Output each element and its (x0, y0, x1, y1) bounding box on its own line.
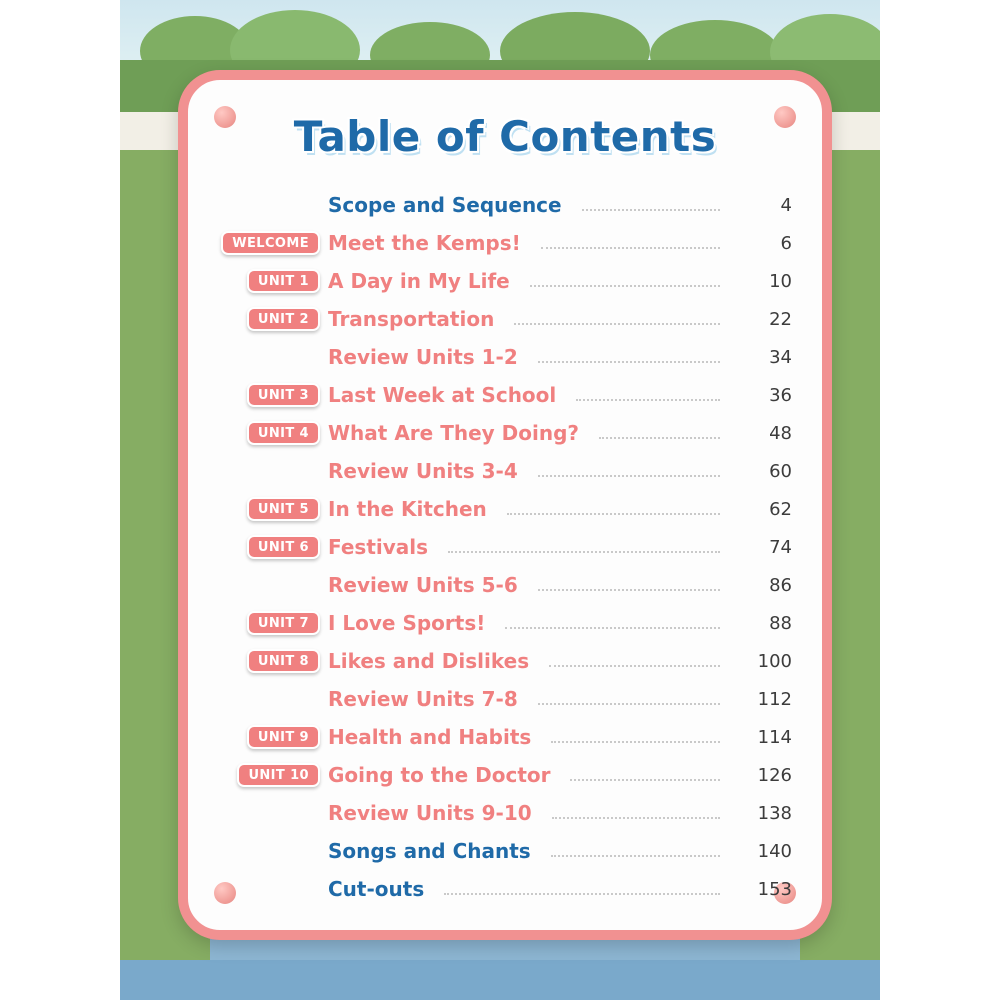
toc-badge-cell (218, 231, 328, 255)
toc-page-number: 36 (769, 384, 792, 406)
court-foreground (120, 960, 880, 1000)
toc-entry-title[interactable]: Review Units 3-4 (328, 459, 518, 483)
toc-entry-row[interactable] (218, 490, 792, 528)
dot-leader (570, 778, 720, 781)
toc-entry-title[interactable]: Cut-outs (328, 877, 425, 901)
toc-page-number: 60 (769, 460, 792, 482)
toc-entry-title[interactable]: Review Units 5-6 (328, 573, 518, 597)
toc-entry-row[interactable] (218, 376, 792, 414)
toc-entry-row[interactable] (218, 718, 792, 756)
toc-page-number: 138 (757, 802, 792, 824)
toc-page-number: 22 (769, 308, 792, 330)
toc-entry-row[interactable] (218, 338, 792, 376)
toc-entry-row[interactable] (218, 528, 792, 566)
unit-badge: UNIT 2 (247, 307, 320, 331)
toc-page-number: 114 (757, 726, 792, 748)
toc-entry-row[interactable] (218, 680, 792, 718)
toc-page-number: 6 (780, 232, 792, 254)
dot-leader (552, 816, 720, 819)
toc-badge-cell (218, 649, 328, 673)
toc-entry-row[interactable] (218, 794, 792, 832)
toc-page-number: 62 (769, 498, 792, 520)
contents-card (178, 70, 832, 940)
toc-entry-row[interactable] (218, 832, 792, 870)
unit-badge: UNIT 6 (247, 535, 320, 559)
toc-entry-row[interactable] (218, 756, 792, 794)
toc-badge-cell (218, 763, 328, 787)
toc-page-number: 34 (769, 346, 792, 368)
dot-leader (505, 626, 720, 629)
toc-page-number: 100 (757, 650, 792, 672)
dot-leader (551, 740, 720, 743)
toc-page-number: 74 (769, 536, 792, 558)
page-title: Table of Contents (293, 112, 717, 161)
toc-entry-title[interactable]: Last Week at School (328, 383, 557, 407)
toc-entry-title[interactable]: Review Units 1-2 (328, 345, 518, 369)
toc-page-number: 86 (769, 574, 792, 596)
dot-leader (551, 854, 720, 857)
dot-leader (549, 664, 720, 667)
dot-leader (538, 474, 720, 477)
toc-entry-title[interactable]: What Are They Doing? (328, 421, 579, 445)
toc-entry-title[interactable]: Festivals (328, 535, 429, 559)
toc-badge-cell (218, 497, 328, 521)
toc-entry-title[interactable]: In the Kitchen (328, 497, 487, 521)
toc-entry-title[interactable]: I Love Sports! (328, 611, 486, 635)
toc-entry-row[interactable] (218, 414, 792, 452)
unit-badge: UNIT 9 (247, 725, 320, 749)
unit-badge: UNIT 8 (247, 649, 320, 673)
toc-entry-row[interactable] (218, 604, 792, 642)
dot-leader (538, 588, 720, 591)
toc-page-number: 88 (769, 612, 792, 634)
toc-page-number: 4 (780, 194, 792, 216)
dot-leader (507, 512, 720, 515)
toc-entry-title[interactable]: A Day in My Life (328, 269, 510, 293)
toc-page-number: 48 (769, 422, 792, 444)
toc-entry-row[interactable] (218, 186, 792, 224)
table-of-contents-list (218, 186, 792, 908)
toc-entry-row[interactable] (218, 262, 792, 300)
toc-page-number: 153 (757, 878, 792, 900)
toc-entry-title[interactable]: Transportation (328, 307, 495, 331)
toc-entry-title[interactable]: Meet the Kemps! (328, 231, 521, 255)
dot-leader (599, 436, 720, 439)
dot-leader (538, 702, 720, 705)
toc-badge-cell (218, 535, 328, 559)
toc-page-number: 140 (757, 840, 792, 862)
toc-entry-row[interactable] (218, 300, 792, 338)
toc-entry-title[interactable]: Review Units 7-8 (328, 687, 518, 711)
toc-entry-row[interactable] (218, 642, 792, 680)
toc-entry-title[interactable]: Health and Habits (328, 725, 532, 749)
dot-leader (530, 284, 720, 287)
toc-entry-row[interactable] (218, 452, 792, 490)
dot-leader (576, 398, 720, 401)
toc-entry-title[interactable]: Review Units 9-10 (328, 801, 532, 825)
unit-badge: UNIT 5 (247, 497, 320, 521)
unit-badge: UNIT 1 (247, 269, 320, 293)
toc-entry-row[interactable] (218, 870, 792, 908)
dot-leader (514, 322, 720, 325)
dot-leader (448, 550, 720, 553)
toc-page-number: 10 (769, 270, 792, 292)
dot-leader (541, 246, 720, 249)
toc-badge-cell (218, 421, 328, 445)
dot-leader (444, 892, 720, 895)
unit-badge: WELCOME (221, 231, 320, 255)
dot-leader (582, 208, 720, 211)
unit-badge: UNIT 3 (247, 383, 320, 407)
toc-entry-title[interactable]: Likes and Dislikes (328, 649, 530, 673)
toc-page-number: 126 (757, 764, 792, 786)
toc-page-number: 112 (757, 688, 792, 710)
toc-badge-cell (218, 611, 328, 635)
toc-entry-title[interactable]: Scope and Sequence (328, 193, 562, 217)
toc-entry-title[interactable]: Going to the Doctor (328, 763, 551, 787)
toc-entry-row[interactable] (218, 566, 792, 604)
toc-badge-cell (218, 725, 328, 749)
toc-badge-cell (218, 383, 328, 407)
unit-badge: UNIT 7 (247, 611, 320, 635)
toc-badge-cell (218, 269, 328, 293)
unit-badge: UNIT 4 (247, 421, 320, 445)
toc-badge-cell (218, 307, 328, 331)
dot-leader (538, 360, 720, 363)
toc-entry-title[interactable]: Songs and Chants (328, 839, 531, 863)
unit-badge: UNIT 10 (237, 763, 320, 787)
toc-entry-row[interactable] (218, 224, 792, 262)
